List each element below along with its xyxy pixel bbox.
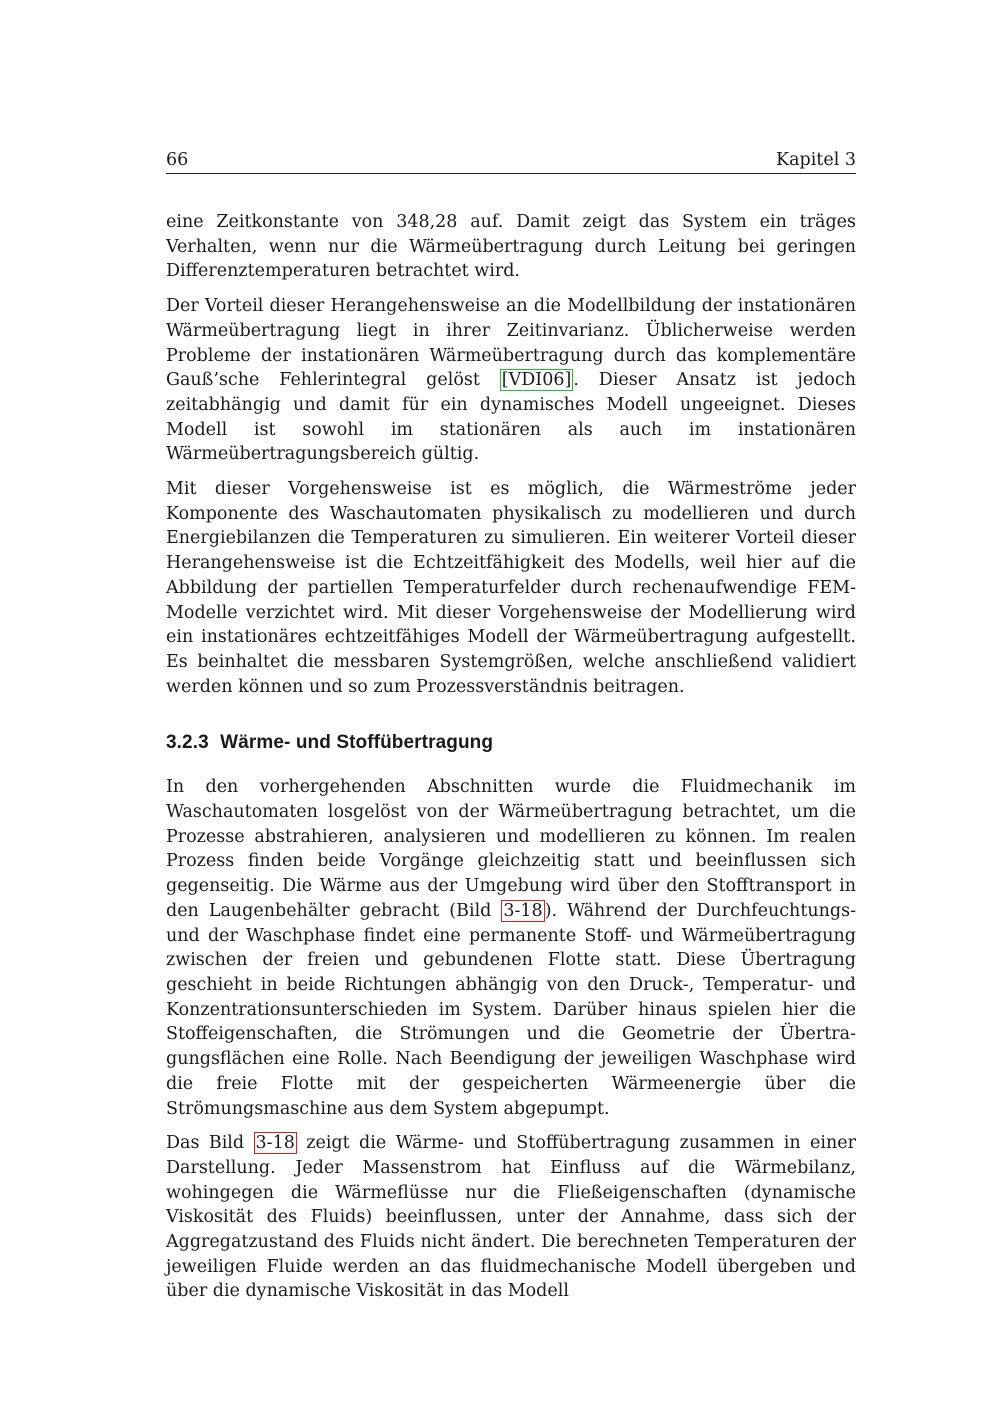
section-heading bbox=[166, 731, 856, 755]
page bbox=[166, 148, 856, 1314]
page-number: 66 bbox=[166, 150, 189, 170]
paragraph-3: Mit dieser Vorgehensweise ist es möglich, die Wärmeströme jeder Komponente des Waschautomaten physikalisch zu modellieren und durch Energiebilanzen die Temperaturen zu simulieren. Ein weiterer Vorteil dieser Herangehensweise ist die Echtzeitfähigkeit des Modells, weil hier auf die Abbildung der partiellen Temperaturfelder durch rechenaufwendige FEM-Modelle verzichtet wird. Mit dieser Vorgehensweise der Modellierung wird ein instationäres echtzeitfähiges Modell der Wärmeübertragung aufgestellt. Es beinhaltet die messbaren Systemgrößen, welche anschließend validiert werden können und so zum Prozessverständnis beitragen. bbox=[166, 479, 856, 697]
paragraph-5-text-b: zeigt die Wärme- und Stoffübertragung zusammen in einer Darstellung. Jeder Massenstrom hat Einfluss auf die Wärmebilanz, wohingegen die Wärmeflüsse nur die Fließeigenschaften (dynamische Viskosität des Fluids) beeinflussen, unter der Annahme, dass sich der Aggregatzustand des Fluids nicht ändert. Die berechneten Temperaturen der jeweiligen Fluide werden an das fluidmechanische Modell übergeben und über die dynamische Viskosität in das Modell bbox=[166, 1133, 857, 1302]
paragraph-5 bbox=[166, 1131, 856, 1304]
paragraph-2-text-a: Der Vorteil dieser Herangehensweise an die Modellbildung der instationären Wärmeübertragung liegt in ihrer Zeitinvarianz. Üblicherweise werden Probleme der instationären Wärmeübertragung durch das komplementäre Gauß’sche Fehlerintegral gelöst bbox=[166, 296, 856, 391]
paragraph-4 bbox=[166, 775, 856, 1121]
section-title: Wärme- und Stoffübertragung bbox=[220, 732, 494, 754]
chapter-title: Kapitel 3 bbox=[776, 150, 856, 170]
paragraph-4-text-b: ). Während der Durchfeuchtungs- und der Waschphase findet eine permanente Stoff- und Wärmeübertragung zwischen der freien und gebundenen Flotte statt. Diese Übertragung geschieht in beide Richtungen abhängig von den Druck-, Temperatur- und Konzentrationsunterschieden im System. Darüber hinaus spielen hier die Stoffeigenschaften, die Strömungen und die Geometrie der Übertragungsflächen eine Rolle. Nach Beendigung der jeweiligen Waschphase wird die freie Flotte mit der gespeicherten Wärmeenergie über die Strömungsmaschine aus dem System abgepumpt. bbox=[166, 900, 856, 1119]
paragraph-2 bbox=[166, 294, 856, 467]
section-number: 3.2.3 bbox=[166, 732, 209, 754]
running-head bbox=[166, 148, 856, 174]
figure-reference-link[interactable]: 3-18 bbox=[503, 900, 543, 921]
body-text bbox=[166, 210, 856, 1304]
figure-reference-link[interactable]: 3-18 bbox=[255, 1133, 295, 1154]
paragraph-1: eine Zeitkonstante von 348,28 auf. Damit zeigt das System ein träges Verhalten, wenn nur die Wärmeübertragung durch Leitung bei geringen Differenztemperaturen betrachtet wird. bbox=[166, 212, 856, 282]
paragraph-4-text-a: In den vorhergehenden Abschnitten wurde die Fluidmechanik im Waschautomaten losgelöst von der Wärmeübertragung betrachtet, um die Prozesse abstrahieren, analysieren und modellieren zu können. Im realen Prozess finden beide Vorgänge gleichzeitig statt und beeinflussen sich gegenseitig. Die Wärme aus der Umgebung wird über den Stofftransport in den Laugenbehälter gebracht (Bild bbox=[166, 777, 856, 921]
paragraph-2-text-b: . Dieser Ansatz ist jedoch zeitabhängig und damit für ein dynamisches Modell ungeeignet. Dieses Modell ist sowohl im stationären als auch im instationären Wärmeübertragungsbereich gültig. bbox=[166, 370, 857, 465]
citation-link-vdi06[interactable]: [VDI06] bbox=[501, 370, 572, 391]
paragraph-5-text-a: Das Bild bbox=[166, 1133, 254, 1154]
